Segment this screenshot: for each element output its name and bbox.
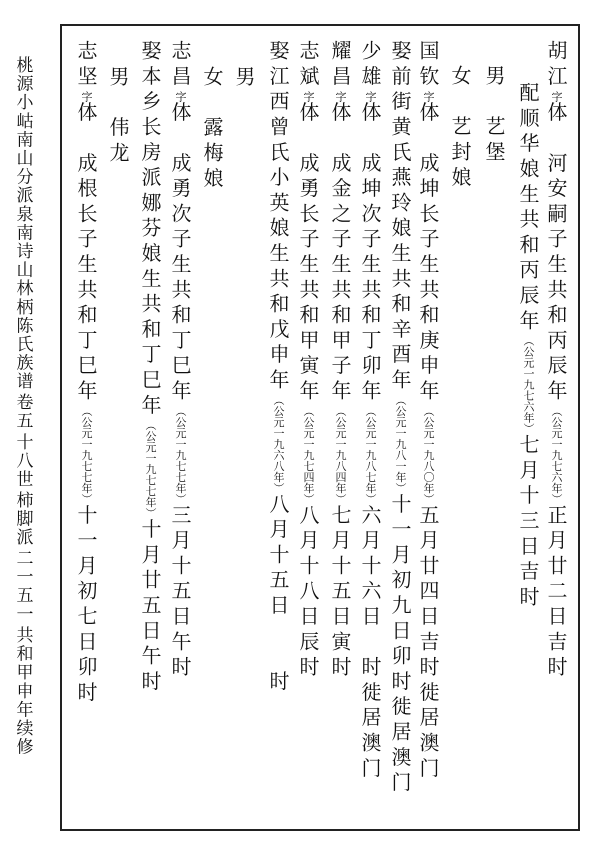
entry-text: 体 成根长子生共和丁巳年 [74,101,98,406]
courtesy-mark: 字 [550,90,563,102]
page-number: 二一五一 [12,549,33,624]
entry-text: 女 露梅娘 [200,66,224,193]
western-year: （公元一九七七年） [144,419,157,519]
entry-date: 五月廿四日吉时徙居澳门 [416,504,440,783]
entry-text: 体 成金之子生共和甲子年 [328,101,352,406]
entry-text: 娶本乡长房派娜芬娘生共和丁巳年 [138,40,162,420]
entry-name: 胡江 [544,40,568,91]
entry-son-yibao [484,65,504,166]
entry-text: 女 艺封娘 [448,65,472,192]
entry-spouse-shunhua [518,82,538,611]
entry-text: 体 成坤长子生共和庚申年 [416,101,440,406]
courtesy-mark: 字 [334,90,347,102]
entry-date: 十一月初七日卯时 [74,504,98,707]
western-year: （公元一九七六年） [522,335,535,434]
entry-name: 志斌 [296,40,320,91]
entry-text: 体 成坤次子生共和丁卯年 [358,101,382,406]
entry-spouse-yanling [390,40,410,797]
entry-date: 三月十五日午时 [168,504,192,682]
entry-daughter-lumei [202,66,222,193]
entry-text: 配顺华娘生共和丙辰年 [516,82,540,335]
entry-text: 男 艺堡 [482,65,506,167]
entry-spouse-nafen [140,40,160,696]
entry-date: 七月十五日寅时 [328,504,352,682]
entry-date: 八月十五日 时 [266,493,290,696]
entry-text: 娶前街黄氏燕玲娘生共和辛酉年 [388,40,412,395]
entry-spouse-xiaoying [268,40,288,696]
entry-zhichang [170,40,190,681]
entry-date: 正月廿二日吉时 [544,504,568,682]
entry-huijiang [546,40,566,681]
entry-date: 十一月初九日卯时徙居澳门 [388,493,412,797]
branch-label: 柿脚派 [12,490,33,547]
book-title: 桃源小岵南山分派泉南诗山林柄陈氏族谱 [12,56,33,391]
entry-date: 六月十六日 时徙居澳门 [358,504,382,783]
western-year: （公元一九八七年） [364,405,377,505]
entry-zhijian [76,40,96,707]
entry-text: 男 伟龙 [106,66,130,168]
western-year: （公元一九八一年） [394,394,407,494]
western-year: （公元一九八〇年） [422,405,435,505]
entry-text: 娶江西曾氏小英娘生共和戊申年 [266,40,290,395]
entry-name: 耀昌 [328,40,352,91]
entry-text: 体 成勇长子生共和甲寅年 [296,101,320,406]
courtesy-mark: 字 [302,90,315,102]
entry-name: 国钦 [416,40,440,91]
western-year: （公元一九七四年） [302,405,315,505]
entry-text: 体 成勇次子生共和丁巳年 [168,101,192,406]
entry-son-weilong [108,66,128,167]
western-year: （公元一九七七年） [174,405,187,505]
generation-label: 十八世 [12,432,33,489]
courtesy-mark: 字 [174,90,187,102]
page-frame [60,24,580,831]
courtesy-mark: 字 [422,90,435,102]
entry-guoqin [418,40,438,783]
edition-label: 共和甲申年续修 [12,625,33,756]
volume-label: 卷五 [12,393,33,431]
entry-name: 志坚 [74,40,98,91]
entry-text: 体 河安嗣子生共和丙辰年 [544,101,568,406]
courtesy-mark: 字 [364,90,377,102]
entry-daughter-yifeng [450,65,470,192]
western-year: （公元一九八四年） [334,405,347,505]
entry-name: 少雄 [358,40,382,91]
entry-name: 志昌 [168,40,192,91]
entry-date: 八月十八日辰时 [296,504,320,682]
western-year: （公元一九六八年） [272,394,285,494]
entry-zhibin [298,40,318,681]
western-year: （公元一九七七年） [80,405,93,505]
entry-yaochang [330,40,350,681]
western-year: （公元一九七六年） [550,405,563,505]
entry-date: 七月十三日吉时 [516,434,540,612]
side-margin [10,56,34,756]
entry-date: 十月廿五日午时 [138,518,162,696]
entry-shaoxiong [360,40,380,783]
courtesy-mark: 字 [80,90,93,102]
entry-text: 男 [232,66,256,92]
entry-son-blank [234,66,254,91]
